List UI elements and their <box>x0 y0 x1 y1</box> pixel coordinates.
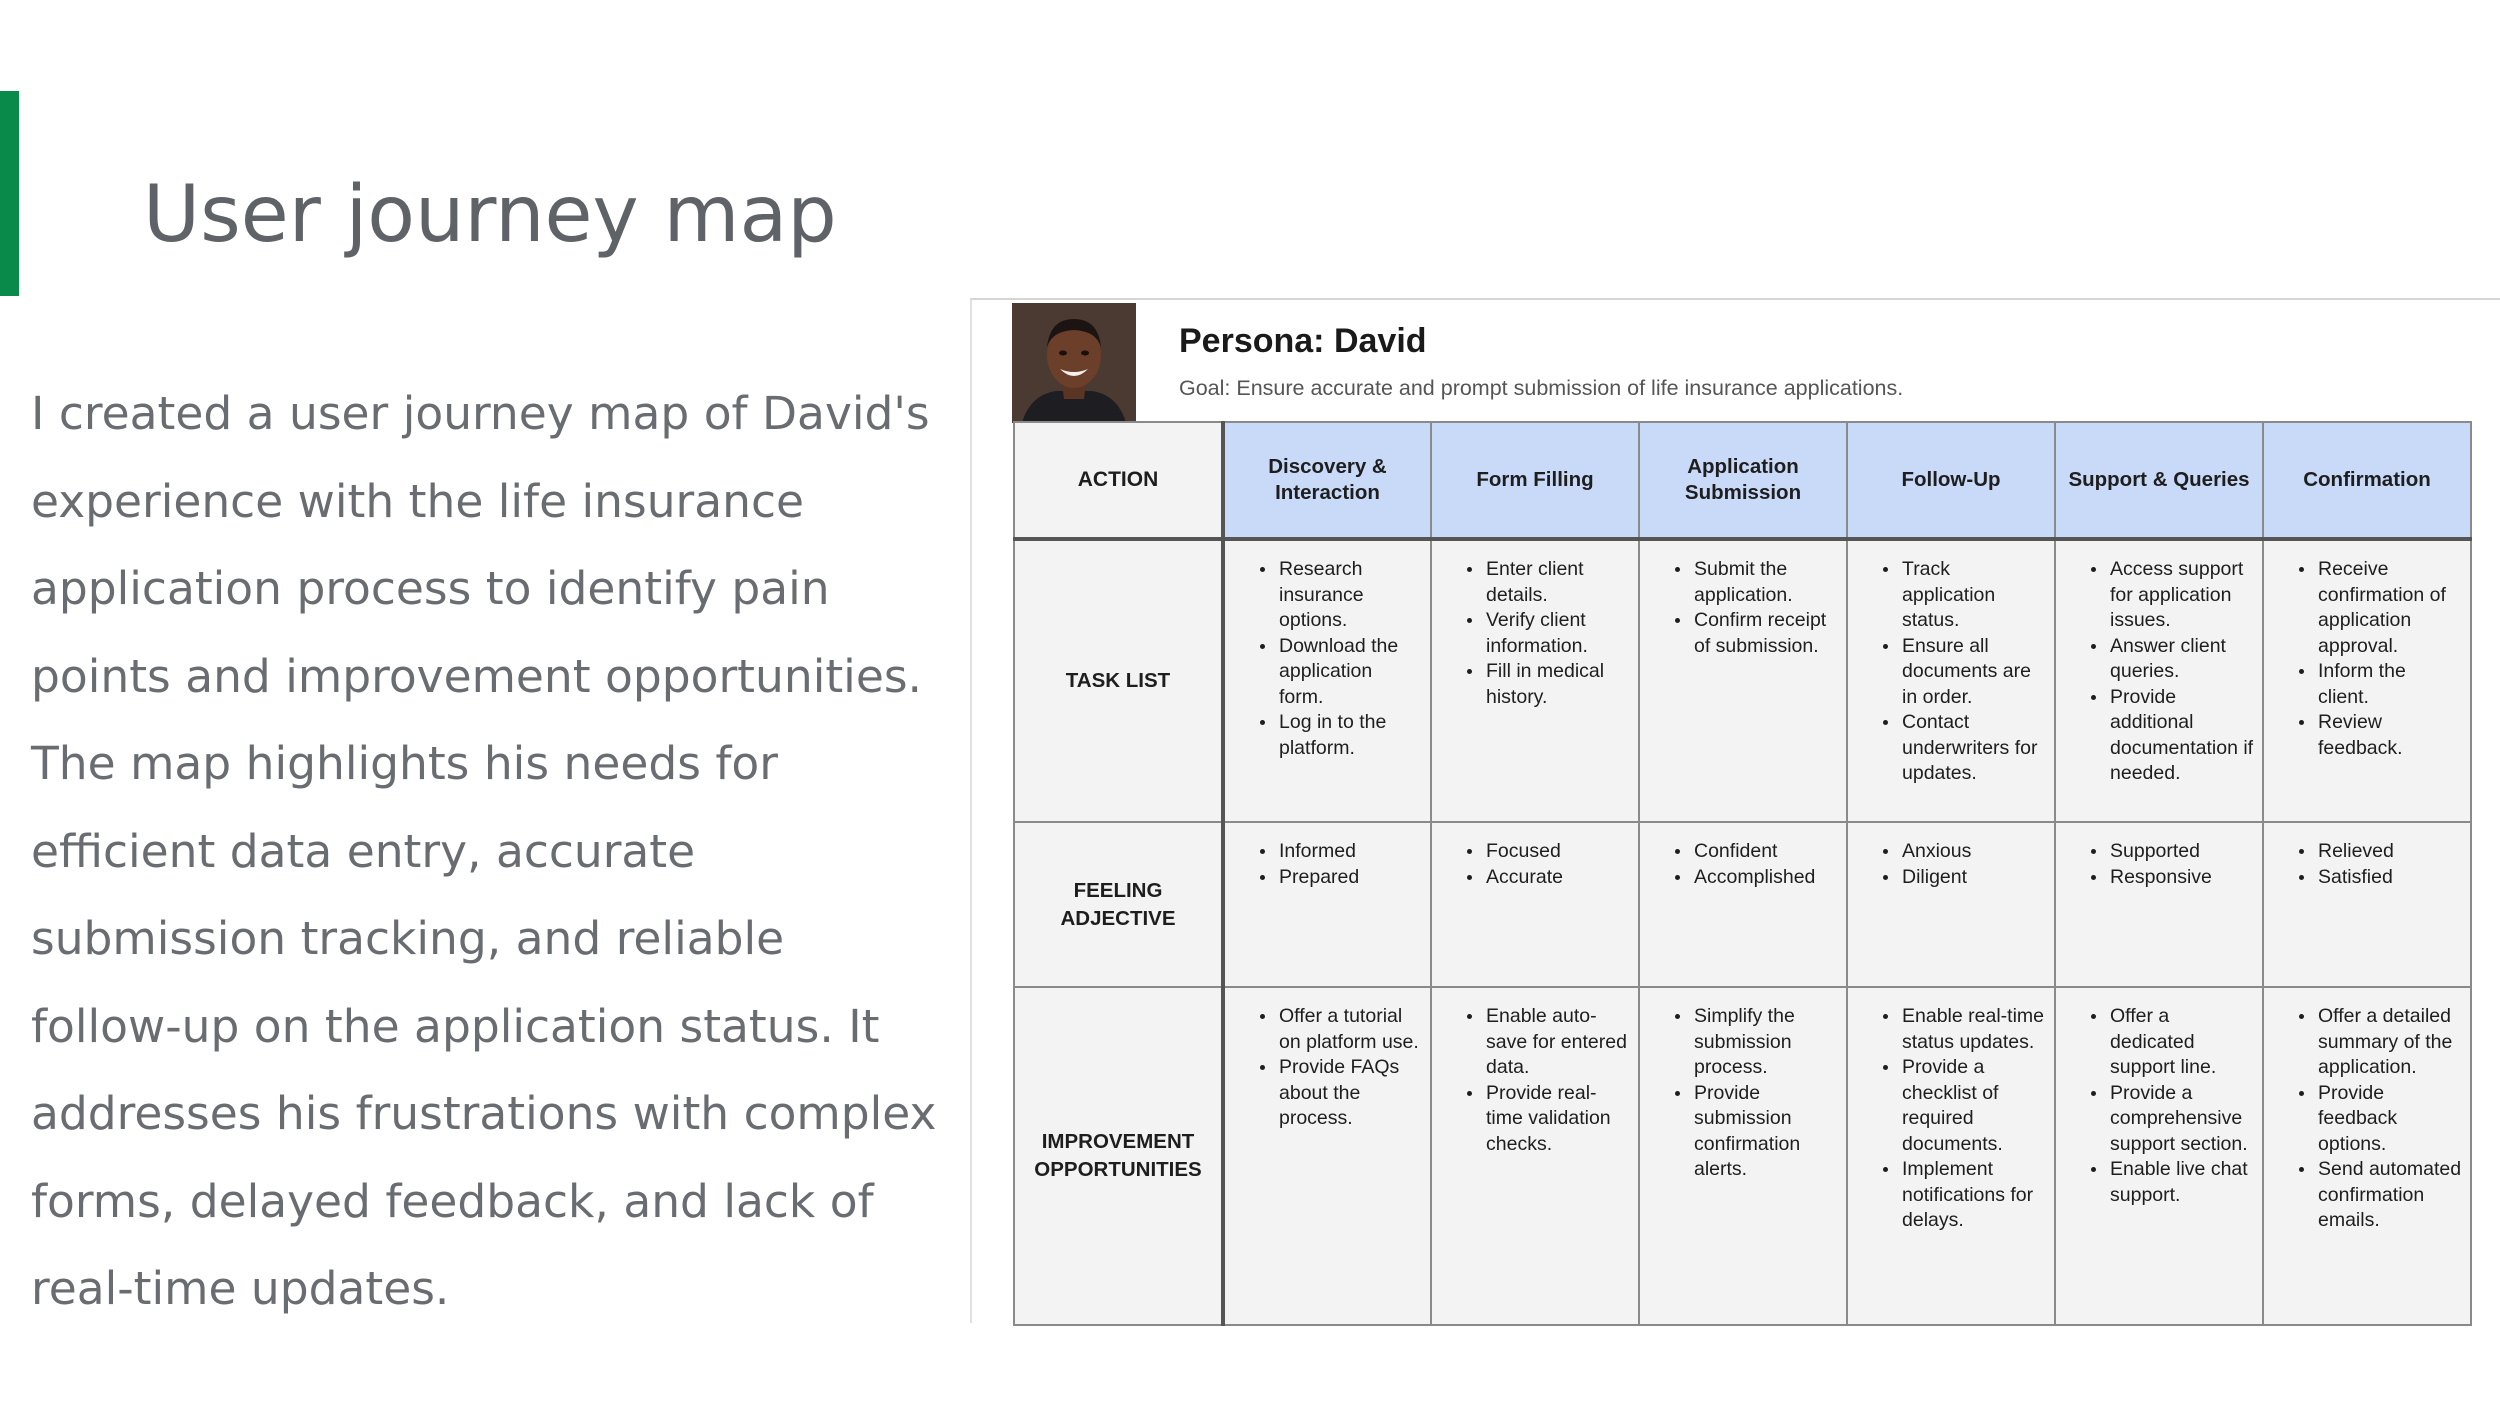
list-item: • Enable live chat support. <box>2108 1157 2254 1208</box>
list-item: • Contact underwriters for updates. <box>1900 710 2046 787</box>
list-item: • Inform the client. <box>2316 659 2462 710</box>
journey-cell <box>2055 539 2263 822</box>
journey-cell <box>1431 822 1639 987</box>
row-label: IMPROVEMENT OPPORTUNITIES <box>1014 987 1223 1325</box>
journey-cell <box>2263 822 2471 987</box>
cell-list <box>2056 988 2262 1208</box>
journey-cell <box>2263 987 2471 1325</box>
journey-cell <box>1431 987 1639 1325</box>
list-item: • Relieved <box>2316 839 2462 865</box>
list-item: • Responsive <box>2108 865 2254 891</box>
stage-header: Discovery & Interaction <box>1223 422 1431 539</box>
list-item: • Log in to the platform. <box>1277 710 1422 761</box>
stage-header: Confirmation <box>2263 422 2471 539</box>
list-item: • Track application status. <box>1900 557 2046 634</box>
improvement-row <box>1014 987 2471 1325</box>
cell-list <box>2056 541 2262 787</box>
journey-cell <box>1223 539 1431 822</box>
list-item: • Answer client queries. <box>2108 634 2254 685</box>
cell-list <box>2264 541 2470 761</box>
list-item: • Fill in medical history. <box>1484 659 1630 710</box>
list-item: • Confirm receipt of submission. <box>1692 608 1838 659</box>
cell-list <box>1225 541 1430 761</box>
list-item: • Offer a dedicated support line. <box>2108 1004 2254 1081</box>
list-item: • Provide additional documentation if needed. <box>2108 685 2254 787</box>
list-item: • Implement notifications for delays. <box>1900 1157 2046 1234</box>
cell-list <box>1432 541 1638 710</box>
list-item: • Anxious <box>1900 839 2046 865</box>
persona-avatar <box>1012 303 1136 423</box>
list-item: • Supported <box>2108 839 2254 865</box>
list-item: • Satisfied <box>2316 865 2462 891</box>
stage-header: Follow-Up <box>1847 422 2055 539</box>
cell-list <box>1225 823 1430 890</box>
cell-list <box>2264 823 2470 890</box>
list-item: • Accurate <box>1484 865 1630 891</box>
list-item: • Research insurance options. <box>1277 557 1422 634</box>
list-item: • Review feedback. <box>2316 710 2462 761</box>
feeling-row <box>1014 822 2471 987</box>
cell-list <box>1848 823 2054 890</box>
cell-list <box>1640 823 1846 890</box>
cell-list <box>1640 541 1846 659</box>
cell-list <box>1640 988 1846 1183</box>
persona-goal: Goal: Ensure accurate and prompt submission of life insurance applications. <box>1179 376 1904 400</box>
journey-cell <box>1847 987 2055 1325</box>
list-item: • Focused <box>1484 839 1630 865</box>
list-item: • Simplify the submission process. <box>1692 1004 1838 1081</box>
list-item: • Confident <box>1692 839 1838 865</box>
cell-list <box>2056 823 2262 890</box>
task-list-row <box>1014 539 2471 822</box>
stage-header-row <box>1014 422 2471 539</box>
list-item: • Verify client information. <box>1484 608 1630 659</box>
list-item: • Offer a tutorial on platform use. <box>1277 1004 1422 1055</box>
cell-list <box>1848 541 2054 787</box>
list-item: • Diligent <box>1900 865 2046 891</box>
journey-cell <box>2055 987 2263 1325</box>
journey-cell <box>1639 822 1847 987</box>
persona-title: Persona: David <box>1179 322 1427 360</box>
list-item: • Enable auto-save for entered data. <box>1484 1004 1630 1081</box>
cell-list <box>1432 823 1638 890</box>
list-item: • Provide a comprehensive support section. <box>2108 1081 2254 1158</box>
list-item: • Access support for application issues. <box>2108 557 2254 634</box>
list-item: • Receive confirmation of application approval. <box>2316 557 2462 659</box>
corner-label: ACTION <box>1014 422 1223 539</box>
list-item: • Send automated confirmation emails. <box>2316 1157 2462 1234</box>
slide-title: User journey map <box>143 170 837 260</box>
journey-cell <box>1847 539 2055 822</box>
journey-cell <box>1639 539 1847 822</box>
journey-cell <box>1223 822 1431 987</box>
journey-cell <box>1847 822 2055 987</box>
accent-bar <box>0 91 19 296</box>
journey-cell <box>2055 822 2263 987</box>
stage-header: Form Filling <box>1431 422 1639 539</box>
cell-list <box>1225 988 1430 1132</box>
stage-header: Support & Queries <box>2055 422 2263 539</box>
list-item: • Provide FAQs about the process. <box>1277 1055 1422 1132</box>
list-item: • Enter client details. <box>1484 557 1630 608</box>
list-item: • Prepared <box>1277 865 1422 891</box>
list-item: • Informed <box>1277 839 1422 865</box>
list-item: • Ensure all documents are in order. <box>1900 634 2046 711</box>
journey-cell <box>1431 539 1639 822</box>
list-item: • Download the application form. <box>1277 634 1422 711</box>
cell-list <box>1432 988 1638 1157</box>
list-item: • Provide submission confirmation alerts. <box>1692 1081 1838 1183</box>
list-item: • Offer a detailed summary of the application. <box>2316 1004 2462 1081</box>
slide-description: I created a user journey map of David's experience with the life insurance application process to identify pain points and improvement opportunities. The map highlights his needs for efficient data entry, accurate submission tracking, and reliable follow-up on the application status. It addresses his frustrations with complex forms, delayed feedback, and lack of real-time updates. <box>31 387 937 1315</box>
journey-map-image <box>970 298 2500 1323</box>
journey-cell <box>2263 539 2471 822</box>
row-label: FEELING ADJECTIVE <box>1014 822 1223 987</box>
stage-header: Application Submission <box>1639 422 1847 539</box>
list-item: • Enable real-time status updates. <box>1900 1004 2046 1055</box>
list-item: • Provide feedback options. <box>2316 1081 2462 1158</box>
avatar-photo-icon <box>1012 303 1136 423</box>
journey-cell <box>1223 987 1431 1325</box>
row-label: TASK LIST <box>1014 539 1223 822</box>
cell-list <box>2264 988 2470 1234</box>
list-item: • Submit the application. <box>1692 557 1838 608</box>
journey-table <box>1013 421 2472 1326</box>
cell-list <box>1848 988 2054 1234</box>
journey-cell <box>1639 987 1847 1325</box>
list-item: • Accomplished <box>1692 865 1838 891</box>
list-item: • Provide a checklist of required documents. <box>1900 1055 2046 1157</box>
list-item: • Provide real-time validation checks. <box>1484 1081 1630 1158</box>
